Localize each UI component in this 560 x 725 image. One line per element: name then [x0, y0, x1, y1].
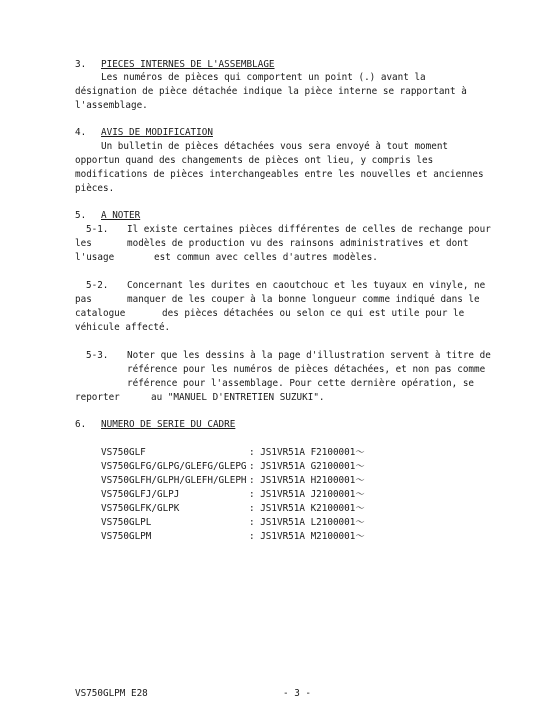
note-5-1-line: modèles de production vu des rainsons administratives et dont [127, 238, 469, 249]
footer-code: VS750GLPM E28 [75, 688, 148, 699]
section-6-title: NUMERO DE SERIE DU CADRE [101, 419, 236, 430]
section-5-number: 5. [75, 210, 87, 221]
frame-serial: : JS1VR51A K2100001～ [249, 503, 365, 514]
note-5-2-line: manquer de les couper à la bonne longueur comme indiqué dans le [127, 294, 480, 305]
frame-serial: : JS1VR51A G2100001～ [249, 461, 365, 472]
note-5-2-line-start: pas [75, 294, 92, 305]
note-5-1-line: est commun avec celles d'autres modèles. [154, 252, 378, 263]
note-5-2-line: Concernant les durites en caoutchouc et les tuyaux en vinyle, ne [127, 280, 486, 291]
section-5-title: A NOTER [101, 210, 141, 221]
note-5-1-line: Il existe certaines pièces différentes de celles de rechange pour [127, 224, 491, 235]
frame-model: VS750GLPM [101, 531, 152, 542]
frame-serial: : JS1VR51A L2100001～ [249, 517, 365, 528]
note-5-3-line: référence pour l'assemblage. Pour cette dernière opération, se [127, 378, 475, 389]
note-5-3-line-start: reporter [75, 392, 120, 403]
section-3-title: PIECES INTERNES DE L'ASSEMBLAGE [101, 59, 275, 70]
section-4-line: modifications de pièces interchangeables entre les nouvelles et anciennes [75, 169, 484, 180]
frame-model: VS750GLFJ/GLPJ [101, 489, 180, 500]
frame-serial: : JS1VR51A H2100001～ [249, 475, 365, 486]
frame-serial: : JS1VR51A M2100001～ [249, 531, 365, 542]
section-6-number: 6. [75, 419, 87, 430]
section-3-number: 3. [75, 59, 87, 70]
section-4-line: Un bulletin de pièces détachées vous sera envoyé à tout moment [101, 141, 449, 152]
note-5-3-line: Noter que les dessins à la page d'illustration servent à titre de [127, 350, 491, 361]
frame-model: VS750GLF [101, 447, 146, 458]
section-3-line: l'assemblage. [75, 100, 148, 111]
frame-model: VS750GLFG/GLPG/GLEFG/GLEPG [101, 461, 247, 472]
note-5-2-line: des pièces détachées ou selon ce qui est utile pour le [162, 308, 465, 319]
frame-serial: : JS1VR51A J2100001～ [249, 489, 365, 500]
note-5-2-line: véhicule affecté. [75, 322, 171, 333]
frame-serial: : JS1VR51A F2100001～ [249, 447, 365, 458]
note-5-3-line: au "MANUEL D'ENTRETIEN SUZUKI". [151, 392, 325, 403]
frame-model: VS750GLFH/GLPH/GLEFH/GLEPH [101, 475, 247, 486]
section-4-number: 4. [75, 127, 87, 138]
note-5-1-label: 5-1. [86, 224, 109, 235]
note-5-1-line-start: les [75, 238, 92, 249]
section-4-title: AVIS DE MODIFICATION [101, 127, 213, 138]
frame-model: VS750GLPL [101, 517, 152, 528]
note-5-1-line-start: l'usage [75, 252, 115, 263]
note-5-2-label: 5-2. [86, 280, 109, 291]
section-3-line: Les numéros de pièces qui comportent un point (.) avant la [101, 72, 426, 83]
section-4-line: pièces. [75, 183, 115, 194]
frame-model: VS750GLFK/GLPK [101, 503, 180, 514]
note-5-3-line: référence pour les numéros de pièces détachées, et non pas comme [127, 364, 486, 375]
note-5-3-label: 5-3. [86, 350, 109, 361]
section-3-line: désignation de pièce détachée indique la pièce interne se rapportant à [75, 86, 467, 97]
section-4-line: opportun quand des changements de pièces ont lieu, y compris les [75, 155, 434, 166]
page-number: - 3 - [283, 688, 311, 699]
note-5-2-line-start: catalogue [75, 308, 126, 319]
